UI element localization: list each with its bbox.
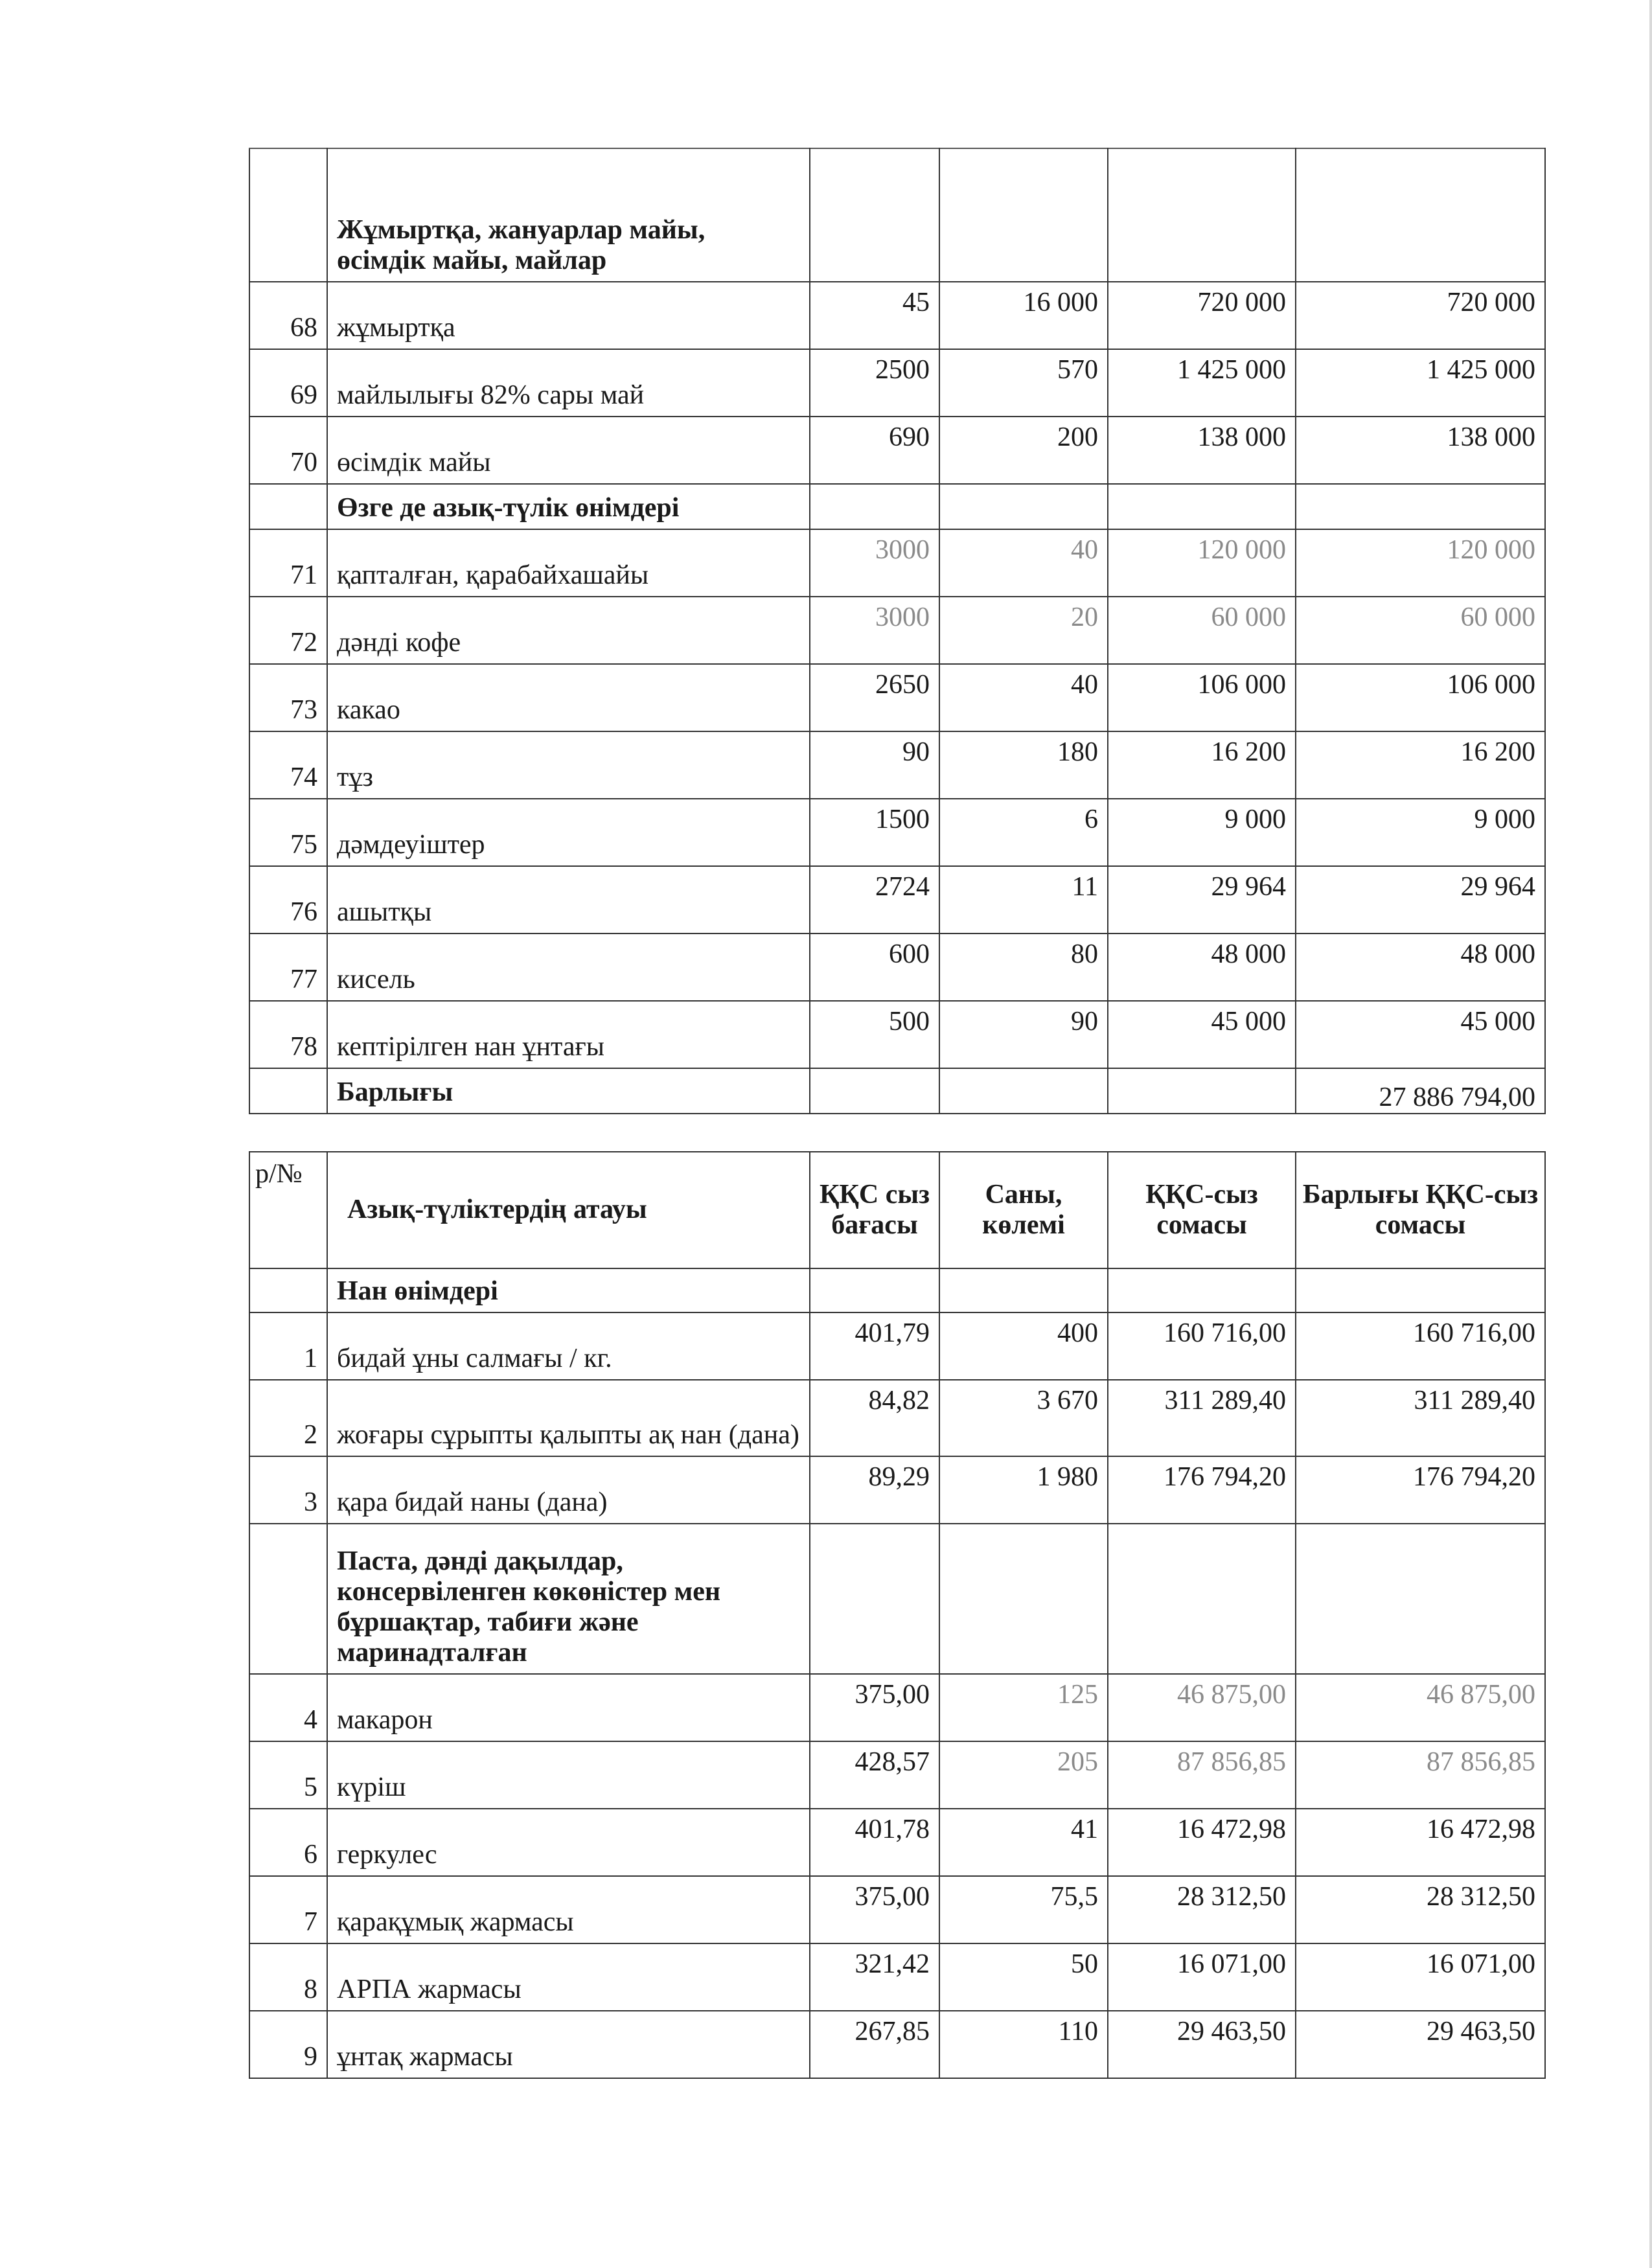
quantity-cell: 400 bbox=[939, 1312, 1108, 1380]
row-number: 77 bbox=[249, 934, 327, 1001]
item-name: күріш bbox=[327, 1741, 810, 1809]
sum-cell: 87 856,85 bbox=[1108, 1741, 1296, 1809]
price-cell: 2500 bbox=[810, 349, 939, 417]
row-number: 1 bbox=[249, 1312, 327, 1380]
quantity-cell: 75,5 bbox=[939, 1876, 1108, 1943]
table-row bbox=[249, 1674, 1545, 1741]
header-number: р/№ bbox=[249, 1152, 327, 1268]
quantity-cell: 200 bbox=[939, 417, 1108, 484]
row-number: 4 bbox=[249, 1674, 327, 1741]
total-cell: 311 289,40 bbox=[1296, 1380, 1545, 1456]
table-row bbox=[249, 597, 1545, 664]
sum-cell: 120 000 bbox=[1108, 529, 1296, 597]
sum-cell: 29 964 bbox=[1108, 866, 1296, 934]
table-row bbox=[249, 1741, 1545, 1809]
table-row bbox=[249, 664, 1545, 731]
quantity-cell: 6 bbox=[939, 799, 1108, 866]
row-number: 75 bbox=[249, 799, 327, 866]
price-cell: 267,85 bbox=[810, 2011, 939, 2078]
table-row bbox=[249, 866, 1545, 934]
section-num-cell bbox=[249, 148, 327, 282]
quantity-cell: 180 bbox=[939, 731, 1108, 799]
total-cell: 720 000 bbox=[1296, 282, 1545, 349]
row-number: 71 bbox=[249, 529, 327, 597]
section-title: Нан өнімдері bbox=[327, 1268, 810, 1312]
total-cell: 138 000 bbox=[1296, 417, 1545, 484]
row-number: 2 bbox=[249, 1380, 327, 1456]
header-quantity: Саны, көлемі bbox=[939, 1152, 1108, 1268]
section-row bbox=[249, 484, 1545, 529]
section-title: Жұмыртқа, жануарлар майы, өсімдік майы, майлар bbox=[327, 148, 810, 282]
table-row bbox=[249, 349, 1545, 417]
table-row bbox=[249, 2011, 1545, 2078]
price-cell: 375,00 bbox=[810, 1876, 939, 1943]
table-row bbox=[249, 1456, 1545, 1524]
section-row bbox=[249, 1268, 1545, 1312]
sum-cell: 48 000 bbox=[1108, 934, 1296, 1001]
quantity-cell: 205 bbox=[939, 1741, 1108, 1809]
quantity-cell: 16 000 bbox=[939, 282, 1108, 349]
table-row bbox=[249, 1876, 1545, 1943]
table-row bbox=[249, 731, 1545, 799]
row-number: 5 bbox=[249, 1741, 327, 1809]
item-name: кептірілген нан ұнтағы bbox=[327, 1001, 810, 1068]
table-header-row bbox=[249, 1152, 1545, 1268]
item-name: ашытқы bbox=[327, 866, 810, 934]
quantity-cell: 50 bbox=[939, 1943, 1108, 2011]
sum-cell: 29 463,50 bbox=[1108, 2011, 1296, 2078]
item-name: қара бидай наны (дана) bbox=[327, 1456, 810, 1524]
quantity-cell: 41 bbox=[939, 1809, 1108, 1876]
item-name: дәмдеуіштер bbox=[327, 799, 810, 866]
sum-cell: 720 000 bbox=[1108, 282, 1296, 349]
price-cell: 500 bbox=[810, 1001, 939, 1068]
item-name: ұнтақ жармасы bbox=[327, 2011, 810, 2078]
item-name: майлылығы 82% сары май bbox=[327, 349, 810, 417]
row-number: 73 bbox=[249, 664, 327, 731]
item-name: кисель bbox=[327, 934, 810, 1001]
item-name: дәнді кофе bbox=[327, 597, 810, 664]
total-cell: 46 875,00 bbox=[1296, 1674, 1545, 1741]
quantity-cell: 3 670 bbox=[939, 1380, 1108, 1456]
sum-cell: 1 425 000 bbox=[1108, 349, 1296, 417]
price-cell: 3000 bbox=[810, 597, 939, 664]
item-name: қарақұмық жармасы bbox=[327, 1876, 810, 1943]
price-cell: 89,29 bbox=[810, 1456, 939, 1524]
header-sum: ҚҚС-сыз сомасы bbox=[1108, 1152, 1296, 1268]
price-cell: 2650 bbox=[810, 664, 939, 731]
total-cell: 45 000 bbox=[1296, 1001, 1545, 1068]
quantity-cell: 110 bbox=[939, 2011, 1108, 2078]
item-name: қапталған, қарабайхашайы bbox=[327, 529, 810, 597]
row-number: 72 bbox=[249, 597, 327, 664]
quantity-cell: 80 bbox=[939, 934, 1108, 1001]
item-name: жоғары сұрыпты қалыпты ақ нан (дана) bbox=[327, 1380, 810, 1456]
sum-cell: 16 472,98 bbox=[1108, 1809, 1296, 1876]
sum-cell: 9 000 bbox=[1108, 799, 1296, 866]
row-number: 76 bbox=[249, 866, 327, 934]
total-cell: 1 425 000 bbox=[1296, 349, 1545, 417]
item-name: өсімдік майы bbox=[327, 417, 810, 484]
total-cell: 106 000 bbox=[1296, 664, 1545, 731]
item-name: макарон bbox=[327, 1674, 810, 1741]
price-cell: 600 bbox=[810, 934, 939, 1001]
total-cell: 120 000 bbox=[1296, 529, 1545, 597]
food-items-table bbox=[249, 1151, 1546, 2079]
total-cell: 9 000 bbox=[1296, 799, 1545, 866]
section-row bbox=[249, 148, 1545, 282]
row-number: 78 bbox=[249, 1001, 327, 1068]
header-total: Барлығы ҚҚС-сыз сомасы bbox=[1296, 1152, 1545, 1268]
price-cell: 401,78 bbox=[810, 1809, 939, 1876]
price-cell: 1500 bbox=[810, 799, 939, 866]
sum-cell: 160 716,00 bbox=[1108, 1312, 1296, 1380]
quantity-cell: 11 bbox=[939, 866, 1108, 934]
price-cell: 84,82 bbox=[810, 1380, 939, 1456]
header-name: Азық-түліктердің атауы bbox=[327, 1152, 810, 1268]
table-row bbox=[249, 1312, 1545, 1380]
row-number: 9 bbox=[249, 2011, 327, 2078]
total-cell: 60 000 bbox=[1296, 597, 1545, 664]
row-number: 74 bbox=[249, 731, 327, 799]
sum-cell: 106 000 bbox=[1108, 664, 1296, 731]
total-cell: 48 000 bbox=[1296, 934, 1545, 1001]
item-name: бидай ұны салмағы / кг. bbox=[327, 1312, 810, 1380]
price-cell: 321,42 bbox=[810, 1943, 939, 2011]
section-row bbox=[249, 1524, 1545, 1674]
table-row bbox=[249, 1943, 1545, 2011]
price-cell: 428,57 bbox=[810, 1741, 939, 1809]
table-row bbox=[249, 529, 1545, 597]
header-price: ҚҚС сыз бағасы bbox=[810, 1152, 939, 1268]
price-cell: 401,79 bbox=[810, 1312, 939, 1380]
total-cell: 160 716,00 bbox=[1296, 1312, 1545, 1380]
row-number: 7 bbox=[249, 1876, 327, 1943]
price-cell: 690 bbox=[810, 417, 939, 484]
sum-cell: 176 794,20 bbox=[1108, 1456, 1296, 1524]
table-row bbox=[249, 1001, 1545, 1068]
item-name: АРПА жармасы bbox=[327, 1943, 810, 2011]
quantity-cell: 125 bbox=[939, 1674, 1108, 1741]
quantity-cell: 20 bbox=[939, 597, 1108, 664]
total-cell: 176 794,20 bbox=[1296, 1456, 1545, 1524]
row-number: 3 bbox=[249, 1456, 327, 1524]
sum-cell: 46 875,00 bbox=[1108, 1674, 1296, 1741]
price-cell: 45 bbox=[810, 282, 939, 349]
item-name: какао bbox=[327, 664, 810, 731]
sum-cell: 138 000 bbox=[1108, 417, 1296, 484]
table-row bbox=[249, 1380, 1545, 1456]
sum-cell: 60 000 bbox=[1108, 597, 1296, 664]
quantity-cell: 90 bbox=[939, 1001, 1108, 1068]
table-row bbox=[249, 1809, 1545, 1876]
table-row bbox=[249, 934, 1545, 1001]
quantity-cell: 40 bbox=[939, 529, 1108, 597]
price-cell: 375,00 bbox=[810, 1674, 939, 1741]
total-cell: 29 964 bbox=[1296, 866, 1545, 934]
row-number: 68 bbox=[249, 282, 327, 349]
total-cell: 16 472,98 bbox=[1296, 1809, 1545, 1876]
scan-edge bbox=[1649, 0, 1652, 2268]
section-title: Өзге де азық-түлік өнімдері bbox=[327, 484, 810, 529]
item-name: геркулес bbox=[327, 1809, 810, 1876]
table-row bbox=[249, 799, 1545, 866]
item-name: жұмыртқа bbox=[327, 282, 810, 349]
total-cell: 16 200 bbox=[1296, 731, 1545, 799]
quantity-cell: 570 bbox=[939, 349, 1108, 417]
total-cell: 28 312,50 bbox=[1296, 1876, 1545, 1943]
total-label: Барлығы bbox=[327, 1068, 810, 1114]
quantity-cell: 40 bbox=[939, 664, 1108, 731]
row-number: 8 bbox=[249, 1943, 327, 2011]
row-number: 6 bbox=[249, 1809, 327, 1876]
sum-cell: 311 289,40 bbox=[1108, 1380, 1296, 1456]
grand-total-row bbox=[249, 1068, 1545, 1114]
row-number: 69 bbox=[249, 349, 327, 417]
item-name: тұз bbox=[327, 731, 810, 799]
sum-cell: 16 200 bbox=[1108, 731, 1296, 799]
sum-cell: 16 071,00 bbox=[1108, 1943, 1296, 2011]
food-items-table-continued bbox=[249, 148, 1546, 1114]
price-cell: 90 bbox=[810, 731, 939, 799]
table-row bbox=[249, 282, 1545, 349]
grand-total-value: 27 886 794,00 bbox=[1296, 1068, 1545, 1114]
price-cell: 3000 bbox=[810, 529, 939, 597]
sum-cell: 28 312,50 bbox=[1108, 1876, 1296, 1943]
quantity-cell: 1 980 bbox=[939, 1456, 1108, 1524]
total-cell: 87 856,85 bbox=[1296, 1741, 1545, 1809]
section-title: Паста, дәнді дақылдар, консервіленген көкөністер мен бұршақтар, табиғи және маринадталған bbox=[327, 1524, 810, 1674]
table-row bbox=[249, 417, 1545, 484]
total-cell: 29 463,50 bbox=[1296, 2011, 1545, 2078]
row-number: 70 bbox=[249, 417, 327, 484]
price-cell: 2724 bbox=[810, 866, 939, 934]
sum-cell: 45 000 bbox=[1108, 1001, 1296, 1068]
total-cell: 16 071,00 bbox=[1296, 1943, 1545, 2011]
